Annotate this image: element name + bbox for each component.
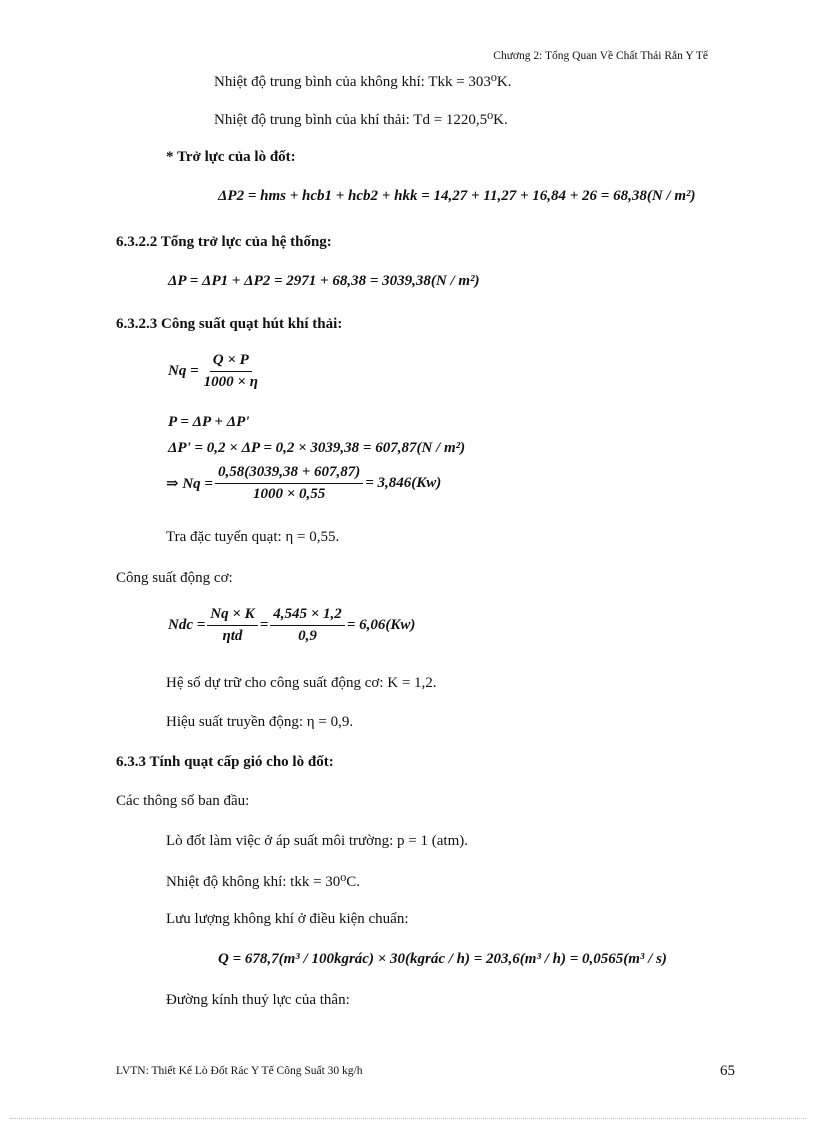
- equation-total-resistance: ΔP = ΔP1 + ΔP2 = 2971 + 68,38 = 3039,38(N / m²): [168, 273, 480, 289]
- transmission-efficiency-line: Hiệu suất truyền động: η = 0,9.: [166, 714, 354, 730]
- eq6-lhs: ⇒ Nq =: [166, 476, 213, 492]
- eq7-fraction-2: [270, 606, 345, 645]
- equation-fan-power: [168, 352, 263, 391]
- eq3-numerator: Q × P: [210, 352, 252, 372]
- reserve-factor-line: Hệ số dự trữ cho công suất động cơ: K = 1,2.: [166, 675, 437, 691]
- eq7-numerator-1: Nq × K: [207, 606, 257, 626]
- eq3-denominator: 1000 × η: [203, 374, 258, 390]
- furnace-resistance-heading: * Trở lực của lò đốt:: [166, 149, 296, 165]
- page-number: 65: [720, 1063, 735, 1079]
- eq6-denominator: 1000 × 0,55: [252, 486, 326, 502]
- initial-parameters-label: Các thông số ban đầu:: [116, 793, 250, 809]
- eq7-equals: =: [259, 617, 269, 633]
- equation-delta-p-prime: ΔP' = 0,2 × ΔP = 0,2 × 3039,38 = 607,87(N / m²): [168, 440, 466, 456]
- eq7-rhs: = 6,06(Kw): [346, 617, 416, 633]
- page-bottom-border: [10, 1118, 806, 1119]
- section-6-3-3-heading: 6.3.3 Tính quạt cấp gió cho lò đốt:: [116, 754, 334, 770]
- exhaust-temperature-line: Nhiệt độ trung bình của khí thải: Td = 1220,5⁰K.: [214, 112, 508, 128]
- equation-p-sum: P = ΔP + ΔP': [168, 414, 250, 430]
- running-header: Chương 2: Tổng Quan Về Chất Thải Rắn Y Tế: [493, 50, 708, 62]
- pressure-line: Lò đốt làm việc ở áp suất môi trường: p = 1 (atm).: [166, 833, 468, 849]
- equation-air-flow: Q = 678,7(m³ / 100kgrác) × 30(kgrác / h) = 203,6(m³ / h) = 0,0565(m³ / s): [218, 951, 667, 967]
- eq3-fraction: [201, 352, 261, 391]
- air-temperature-line: Nhiệt độ trung bình của không khí: Tkk = 303⁰K.: [214, 74, 512, 90]
- equation-delta-p2: ΔP2 = hms + hcb1 + hcb2 + hkk = 14,27 + 11,27 + 16,84 + 26 = 68,38(N / m²): [218, 188, 696, 204]
- eq6-numerator: 0,58(3039,38 + 607,87): [215, 464, 363, 484]
- eq7-denominator-2: 0,9: [298, 628, 317, 644]
- air-flow-label: Lưu lượng không khí ở điều kiện chuẩn:: [166, 911, 409, 927]
- eq6-rhs: = 3,846(Kw): [365, 475, 442, 491]
- air-temp-line: Nhiệt độ không khí: tkk = 30⁰C.: [166, 874, 361, 890]
- eq7-fraction-1: [207, 606, 257, 645]
- section-6-3-2-2-heading: 6.3.2.2 Tổng trở lực của hệ thống:: [116, 234, 332, 250]
- eq7-lhs: Ndc =: [168, 617, 206, 633]
- eq3-lhs: Nq =: [168, 363, 199, 379]
- fan-efficiency-line: Tra đặc tuyến quạt: η = 0,55.: [166, 529, 340, 545]
- equation-motor-power: [168, 606, 415, 645]
- equation-fan-power-result: [166, 464, 441, 503]
- footer-title: LVTN: Thiết Kế Lò Đốt Rác Y Tế Công Suất 30 kg/h: [116, 1065, 363, 1077]
- eq7-denominator-1: ηtd: [222, 628, 243, 644]
- motor-power-label: Công suất động cơ:: [116, 570, 233, 586]
- section-6-3-2-3-heading: 6.3.2.3 Công suất quạt hút khí thải:: [116, 316, 343, 332]
- eq7-numerator-2: 4,545 × 1,2: [270, 606, 345, 626]
- hydraulic-diameter-label: Đường kính thuỷ lực của thân:: [166, 992, 350, 1008]
- eq6-fraction: [215, 464, 363, 503]
